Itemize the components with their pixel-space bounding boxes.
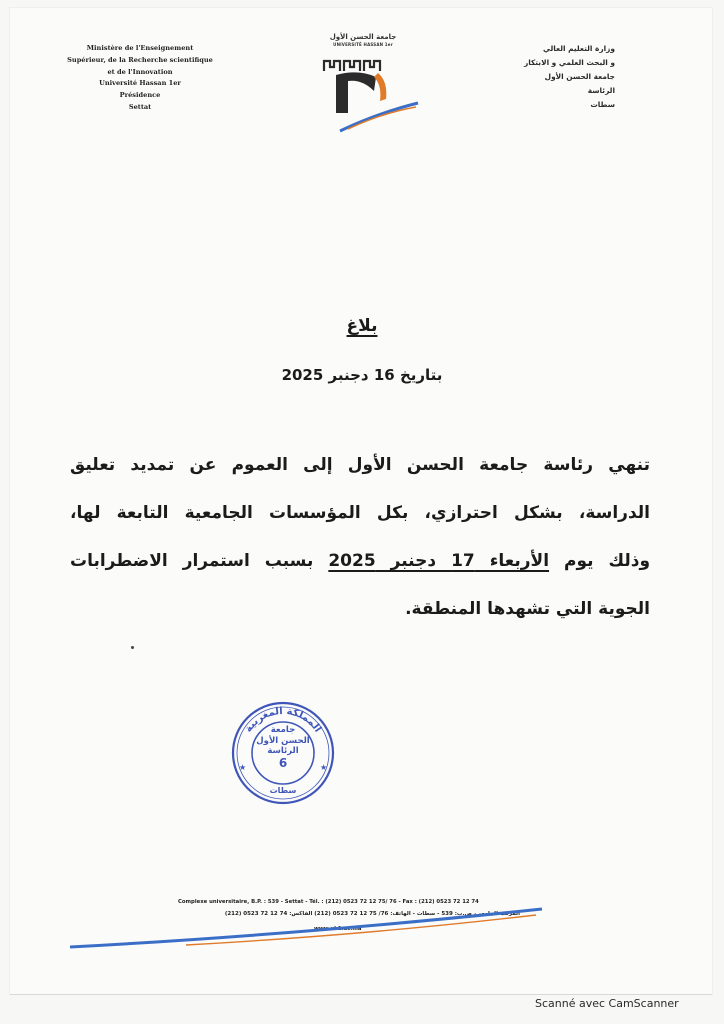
stamp-ring-text: المملكة المغربية [243, 705, 324, 735]
header-fr-line: Supérieur, de la Recherche scientifique [67, 55, 213, 64]
footer-swoosh-icon [66, 905, 546, 950]
stamp-line-1: جامعة [270, 725, 296, 735]
stamp-star-icon: ★ [239, 763, 247, 772]
logo-emblem-icon [318, 51, 422, 133]
stamp-line-2: الحسن الأول [256, 735, 310, 746]
header-ar-line: الرئاسة [587, 86, 615, 95]
notice-title [300, 314, 424, 338]
stamp-star-icon: ★ [320, 763, 328, 772]
body-line-4: الجوية التي تشهدها المنطقة. [405, 599, 650, 619]
scanner-watermark: Scanné avec CamScanner [535, 997, 679, 1010]
header-ar-line: وزارة التعليم العالي [543, 44, 615, 53]
header-fr-line: Présidence [119, 91, 161, 100]
body-highlighted-date: الأربعاء 17 دجنبر 2025 [328, 551, 550, 571]
body-line-3-end: بسبب استمرار الاضطرابات [70, 551, 314, 571]
footer-website: www.uh1.ac.ma [314, 926, 362, 932]
stamp-line-3: الرئاسة [267, 746, 299, 756]
body-line-2: الدراسة، بشكل احترازي، بكل المؤسسات الجامعية التابعة لها، [70, 503, 650, 523]
header-arabic [505, 42, 615, 112]
footer-address-ar: المركب الجامعي، ص.ب: 539 - سطات - الهاتف: 76/ 75 12 72 0523 (212) الفاكس: 74 12 72 0523 (212) [224, 911, 520, 917]
header-fr-line: Université Hassan 1er [99, 79, 181, 88]
header-fr-line: Ministère de l'Enseignement [86, 44, 194, 52]
notice-body [70, 448, 650, 640]
header-ar-line: و البحث العلمي و الابتكار [523, 58, 615, 67]
logo-name-fr: UNIVERSITÉ HASSAN 1er [333, 42, 393, 47]
header-ar-line: سطات [590, 100, 615, 109]
official-stamp [230, 700, 336, 806]
body-line-1: تنهي رئاسة جامعة الحسن الأول إلى العموم عن تمديد تعليق [70, 455, 650, 475]
body-line-3 [70, 544, 650, 592]
footer-address-fr: Complexe universitaire, B.P. : 539 - Settat - Tél. : (212) 0523 72 12 75/ 76 - Fax : (212) 0523 72 12 74 [178, 899, 479, 905]
logo-name-ar: جامعة الحسن الأول [329, 33, 397, 41]
header-ar-line: جامعة الحسن الأول [544, 72, 615, 81]
header-french [50, 43, 230, 114]
stamp-city: سطات [269, 786, 297, 795]
notice-title-text: بلاغ [346, 316, 378, 336]
university-logo [318, 33, 422, 133]
header-fr-line: Settat [128, 102, 152, 111]
ink-dot [131, 646, 134, 649]
notice-date: بتاريخ 16 دجنبر 2025 [281, 366, 443, 384]
stamp-number: 6 [278, 755, 288, 770]
stamp-center [253, 725, 313, 770]
body-line-3-start: وذلك يوم [564, 551, 651, 571]
header-fr-line: et de l'Innovation [107, 67, 173, 76]
page-edge [10, 994, 712, 995]
